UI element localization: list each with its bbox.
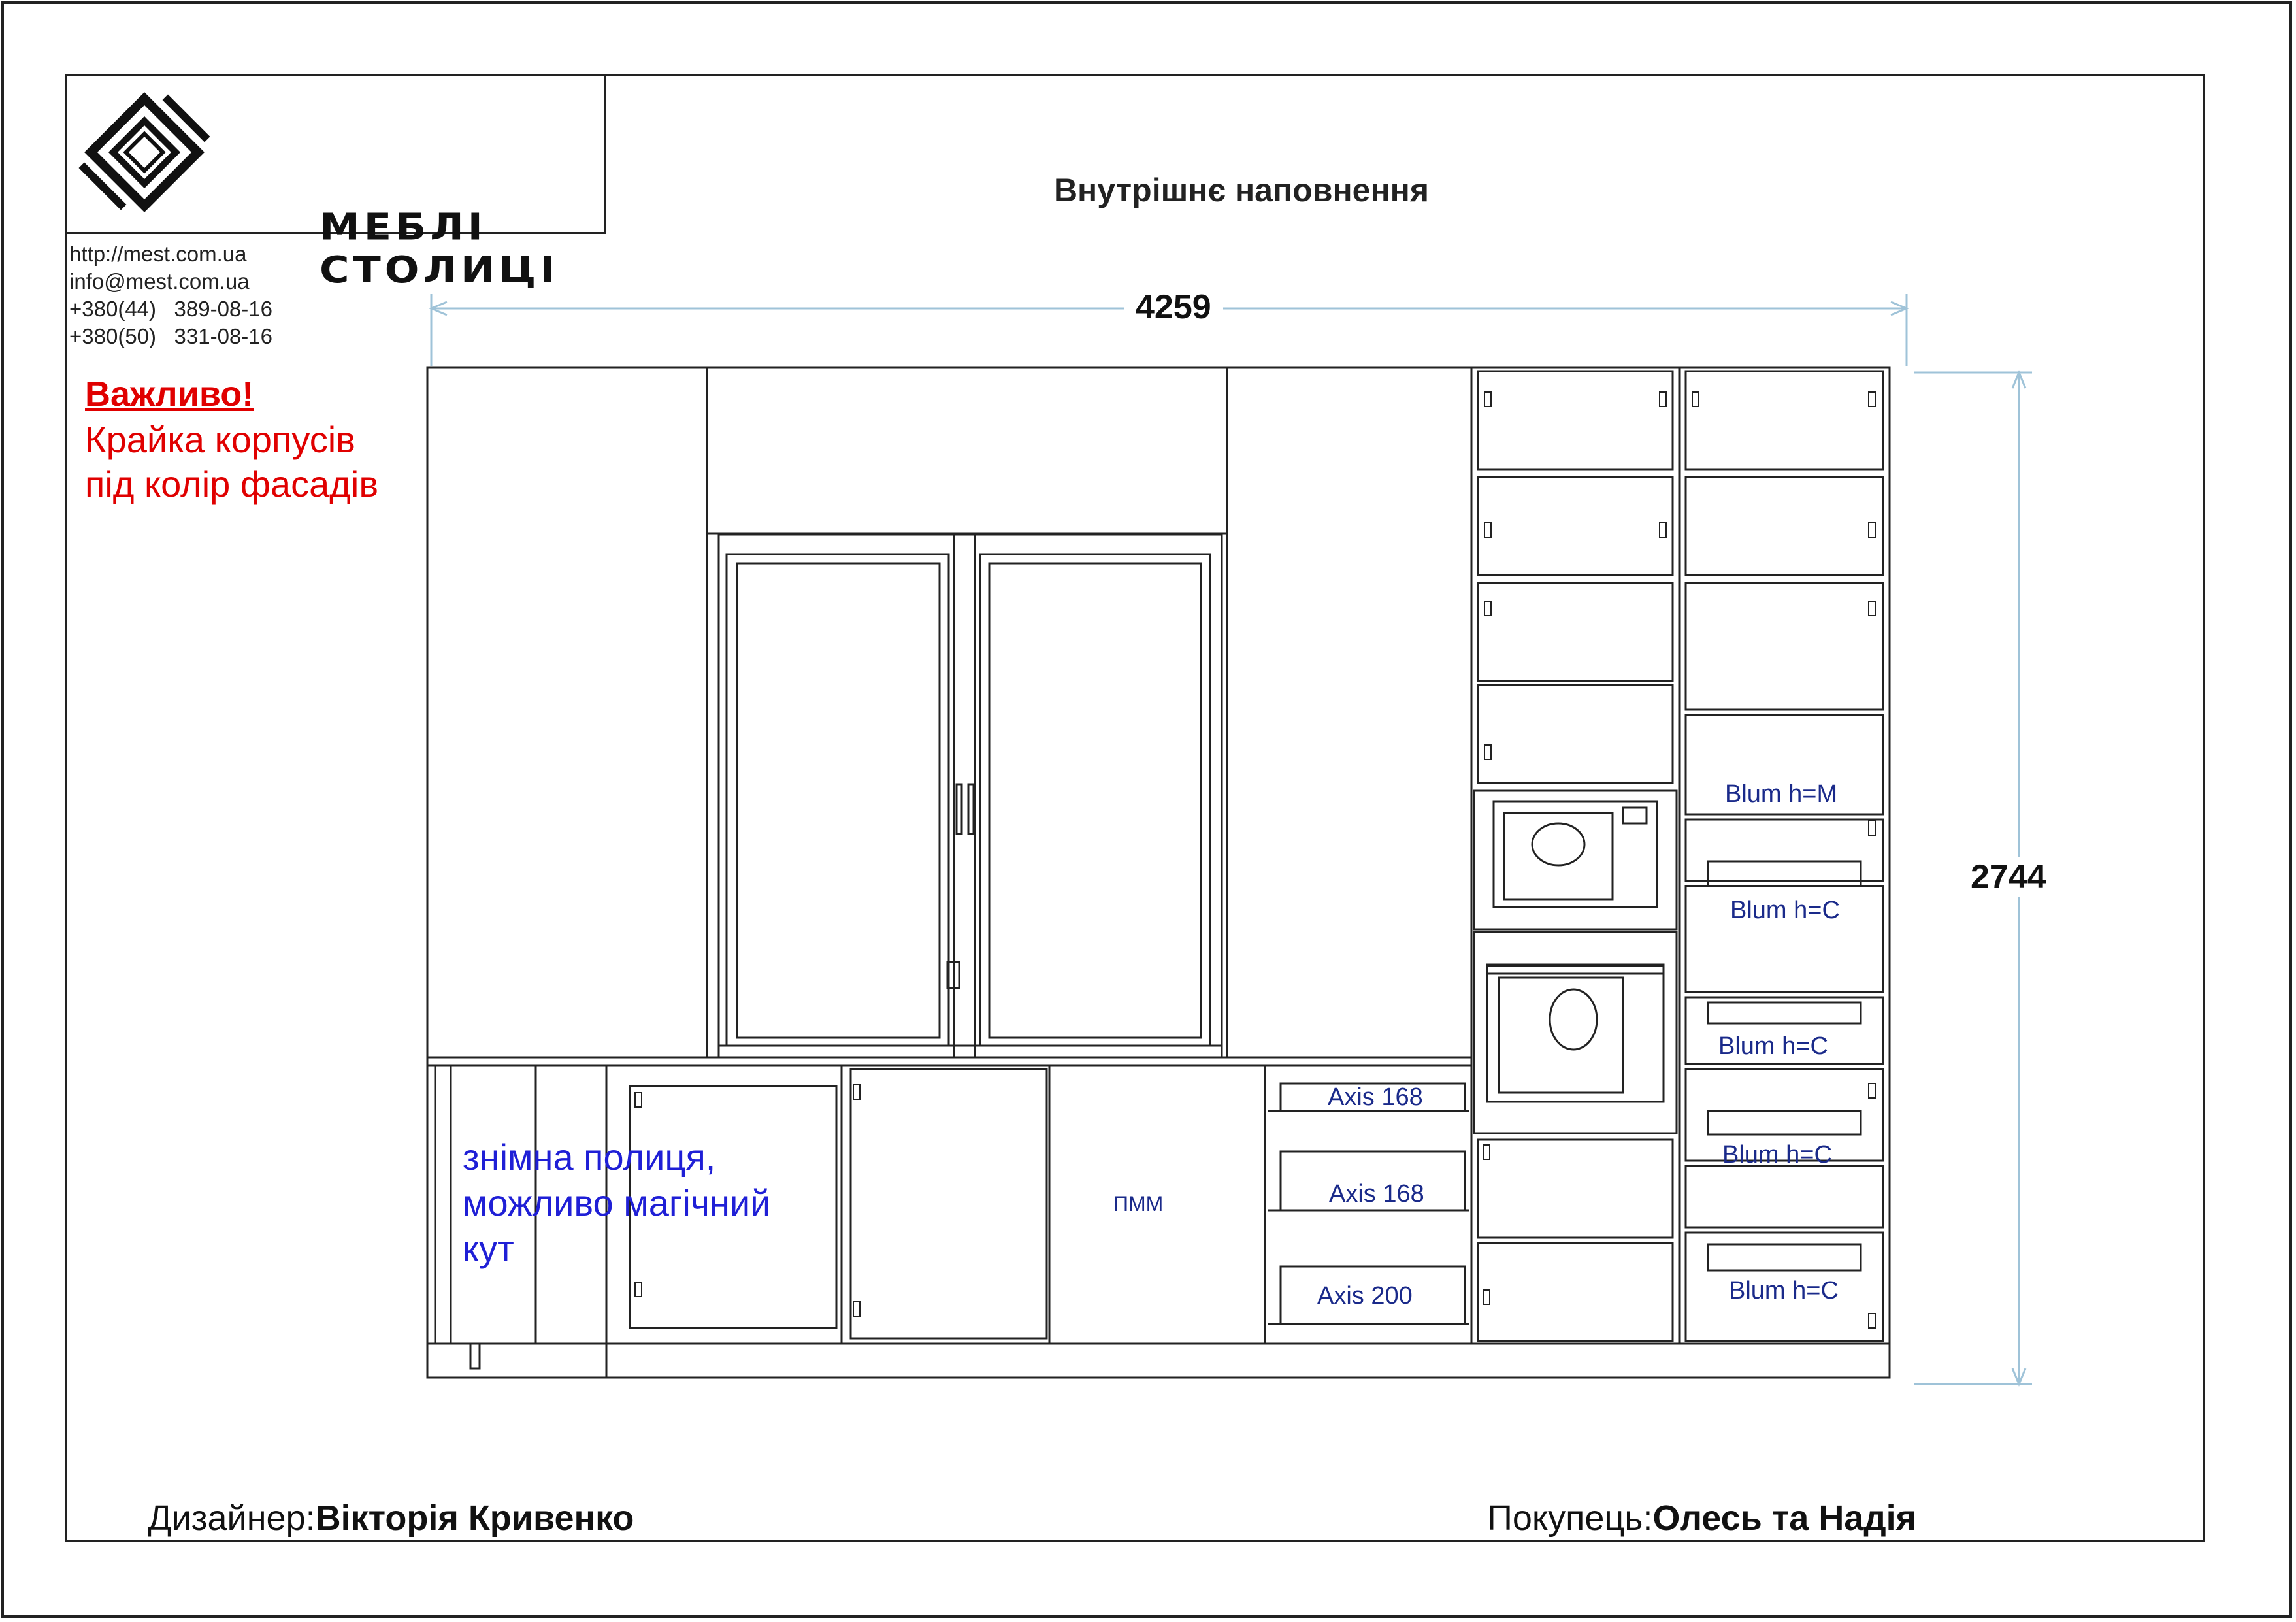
blum-drawer-label-4: Blum h=C (1722, 1141, 1832, 1168)
axis-drawer-label-1: Axis 168 (1328, 1084, 1423, 1111)
dishwasher-label: ПММ (1113, 1192, 1164, 1216)
customer-label: Покупець: (1487, 1498, 1653, 1538)
designer-footer (148, 1498, 634, 1538)
email-link[interactable]: info@mest.com.ua (69, 269, 250, 293)
height-dimension: 2744 (1959, 857, 2058, 897)
blum-drawer-label-2: Blum h=C (1730, 897, 1840, 924)
shelf-note-1: знімна полиця, (463, 1136, 716, 1178)
axis-drawer-label-3: Axis 200 (1317, 1282, 1413, 1310)
width-dimension: 4259 (1124, 288, 1223, 327)
warning-line-2: під колір фасадів (85, 463, 379, 505)
phone-1: +380(44) 389-08-16 (69, 297, 272, 321)
customer-footer (1487, 1498, 1916, 1538)
shelf-note-2: можливо магічний (463, 1182, 771, 1223)
shelf-note-3: кут (463, 1228, 514, 1269)
designer-name: Вікторія Кривенко (315, 1498, 634, 1538)
axis-drawer-label-2: Axis 168 (1329, 1180, 1424, 1208)
page-title: Внутрішнє наповнення (1053, 172, 1430, 208)
warning-title: Важливо! (85, 374, 254, 414)
company-name: МЕБЛІ СТОЛИЦІ (320, 205, 559, 291)
blum-drawer-label-5: Blum h=C (1729, 1277, 1839, 1304)
designer-label: Дизайнер: (148, 1498, 316, 1538)
phone-2: +380(50) 331-08-16 (69, 324, 272, 348)
warning-line-1: Крайка корпусів (85, 419, 355, 460)
customer-name: Олесь та Надія (1652, 1498, 1917, 1538)
cabinet-outlines (427, 367, 1890, 1378)
blum-drawer-label-3: Blum h=C (1718, 1033, 1828, 1060)
website-link[interactable]: http://mest.com.ua (69, 242, 247, 266)
blum-drawer-label-1: Blum h=M (1725, 780, 1838, 808)
